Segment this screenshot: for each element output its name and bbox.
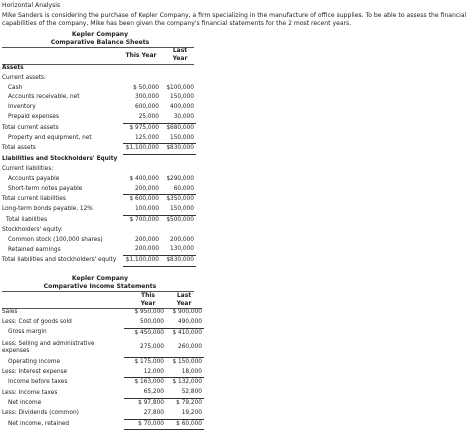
value-last-year: 150,000: [161, 205, 196, 215]
value-this-year: $ 975,000: [129, 124, 159, 131]
table-row: [0, 144, 196, 155]
table-row: [0, 236, 196, 246]
value-this-year: 600,000: [135, 104, 159, 111]
value-this-year: $ 175,000: [134, 358, 164, 365]
table-row: [0, 165, 196, 175]
row-label: Less: Income taxes: [2, 389, 58, 396]
table-row: [0, 256, 196, 267]
row-label: Liabilities and Stockholders' Equity: [2, 155, 118, 162]
row-label: Assets: [2, 65, 24, 71]
value-last-year: $100,000: [166, 84, 194, 91]
table-row: [0, 308, 204, 318]
value-this-year: $ 700,000: [129, 216, 159, 223]
value-this-year: $ 50,000: [133, 84, 159, 91]
value-last-year: $830,000: [161, 144, 196, 155]
balance-sheet-body: [0, 64, 196, 267]
table-row: [0, 205, 196, 215]
value-last-year: $ 900,000: [172, 309, 202, 315]
value-this-year: 275,000: [124, 338, 166, 357]
bs-col-this-year: This Year: [125, 52, 157, 59]
bs-col-last-2: Year: [172, 55, 188, 62]
value-last-year: $ 132,000: [172, 379, 202, 386]
value-last-year: 60,000: [161, 185, 196, 195]
table-row: [0, 175, 196, 185]
row-label: Common stock (100,000 shares): [8, 236, 103, 243]
value-this-year: $ 950,000: [134, 309, 164, 315]
table-row: [0, 409, 204, 419]
table-row: [0, 388, 204, 398]
value-last-year: 130,000: [161, 245, 196, 255]
row-label: Total current liabilities: [2, 196, 66, 203]
is-col-last-2: Year: [176, 300, 192, 307]
value-this-year: 12,000: [124, 368, 166, 378]
row-label: Total liabilities and stockholders' equity: [2, 257, 117, 264]
value-last-year: 150,000: [170, 94, 194, 101]
table-row: [0, 195, 196, 205]
income-statement-company: Kepler Company: [71, 275, 129, 282]
table-row: [0, 368, 204, 378]
row-label: Long-term bonds payable, 12%: [2, 206, 93, 213]
row-label: Short-term notes payable: [8, 185, 83, 192]
table-row: [0, 103, 196, 113]
value-this-year: 200,000: [123, 245, 161, 255]
value-this-year: $ 600,000: [129, 196, 159, 203]
row-label: Property and equipment, net: [8, 134, 92, 141]
value-last-year: $350,000: [166, 196, 194, 203]
balance-sheet-title: Comparative Balance Sheets: [50, 38, 150, 46]
row-label: Stockholders' equity:: [2, 226, 63, 233]
value-last-year: 400,000: [170, 104, 194, 111]
table-row: [0, 113, 196, 123]
value-last-year: $ 150,000: [172, 358, 202, 365]
table-row: [0, 134, 196, 144]
value-this-year: $ 97,800: [138, 400, 164, 407]
table-row: [0, 419, 204, 430]
value-this-year: 200,000: [123, 185, 161, 195]
section-title: Horizontal Analysis: [2, 2, 61, 9]
table-row: [0, 123, 196, 133]
value-last-year: $ 60,000: [166, 419, 204, 430]
value-this-year: 200,000: [135, 236, 159, 243]
value-last-year: $ 410,000: [172, 329, 202, 336]
row-label: Less: Interest expense: [2, 368, 68, 375]
table-row: [0, 378, 204, 388]
value-this-year: 500,000: [124, 318, 166, 328]
is-col-this-2: Year: [140, 300, 156, 307]
value-last-year: $ 79,200: [176, 400, 202, 407]
row-label: Less: Dividends (common): [2, 410, 79, 417]
table-row: [0, 64, 196, 74]
row-label: Total current assets: [2, 124, 59, 131]
value-last-year: 18,000: [166, 368, 204, 378]
value-this-year: $1,100,000: [123, 144, 161, 155]
is-col-this-1: This: [141, 292, 155, 299]
row-label: Sales: [2, 309, 18, 315]
value-last-year: $830,000: [161, 256, 196, 267]
row-label: Total liabilities: [6, 216, 48, 223]
is-col-last-1: Last: [176, 292, 192, 299]
value-last-year: 19,200: [166, 409, 204, 419]
row-label: Inventory: [8, 104, 36, 111]
value-this-year: 65,200: [124, 388, 166, 398]
value-this-year: 125,000: [123, 134, 161, 144]
row-label: Cash: [8, 84, 23, 91]
value-last-year: 150,000: [161, 134, 196, 144]
value-last-year: 200,000: [170, 236, 194, 243]
value-last-year: 490,000: [166, 318, 204, 328]
value-this-year: $ 70,000: [124, 419, 166, 430]
row-label: Retained earnings: [8, 246, 61, 253]
row-label: Net income: [8, 399, 42, 406]
bs-col-last-1: Last: [172, 47, 188, 54]
table-row: [0, 185, 196, 195]
income-statement-body: [0, 308, 204, 430]
row-label: Accounts payable: [8, 175, 60, 182]
table-row: [0, 338, 204, 357]
table-row: [0, 74, 196, 84]
value-this-year: 300,000: [135, 94, 159, 101]
row-label: Current liabilities:: [2, 165, 54, 172]
table-row: [0, 318, 204, 328]
value-this-year: $ 163,000: [134, 379, 164, 386]
value-last-year: $680,000: [166, 124, 194, 131]
value-this-year: 100,000: [123, 205, 161, 215]
income-statement-title: Comparative Income Statements: [43, 282, 157, 290]
row-label: Total assets: [2, 145, 36, 152]
value-last-year: $290,000: [166, 175, 194, 182]
problem-intro: Mike Sanders is considering the purchase of Kepler Company, a firm specializing in the manufacture of office supplies. To be able to assess the financial capabilities of the company, Mike has been given the company's financial statements for the 2 most recent years.: [2, 12, 467, 27]
row-label: Less: Cost of goods sold: [2, 319, 72, 326]
value-this-year: $ 450,000: [134, 329, 164, 336]
value-this-year: $1,100,000: [123, 256, 161, 267]
table-row: [0, 399, 204, 409]
row-label: Prepaid expenses: [8, 114, 60, 121]
value-last-year: 30,000: [161, 113, 196, 123]
table-row: [0, 84, 196, 94]
table-row: [0, 328, 204, 338]
row-label: Less: Selling and administrative expenses: [2, 340, 95, 354]
table-row: [0, 215, 196, 225]
row-label: Accounts receivable, net: [8, 94, 80, 101]
balance-sheet-company: Kepler Company: [71, 31, 129, 38]
value-last-year: $500,000: [166, 216, 194, 223]
value-this-year: $ 400,000: [129, 175, 159, 182]
table-row: [0, 93, 196, 103]
row-label: Current assets:: [2, 74, 47, 81]
value-last-year: 52,800: [166, 388, 204, 398]
row-label: Net income, retained: [8, 420, 70, 427]
row-label: Income before taxes: [8, 379, 68, 386]
table-row: [0, 226, 196, 236]
row-label: Operating income: [8, 358, 61, 365]
value-this-year: 25,000: [123, 113, 161, 123]
table-row: [0, 155, 196, 165]
value-this-year: 27,800: [124, 409, 166, 419]
value-last-year: 260,000: [166, 338, 204, 357]
table-row: [0, 357, 204, 367]
row-label: Gross margin: [8, 329, 47, 336]
table-row: [0, 245, 196, 255]
